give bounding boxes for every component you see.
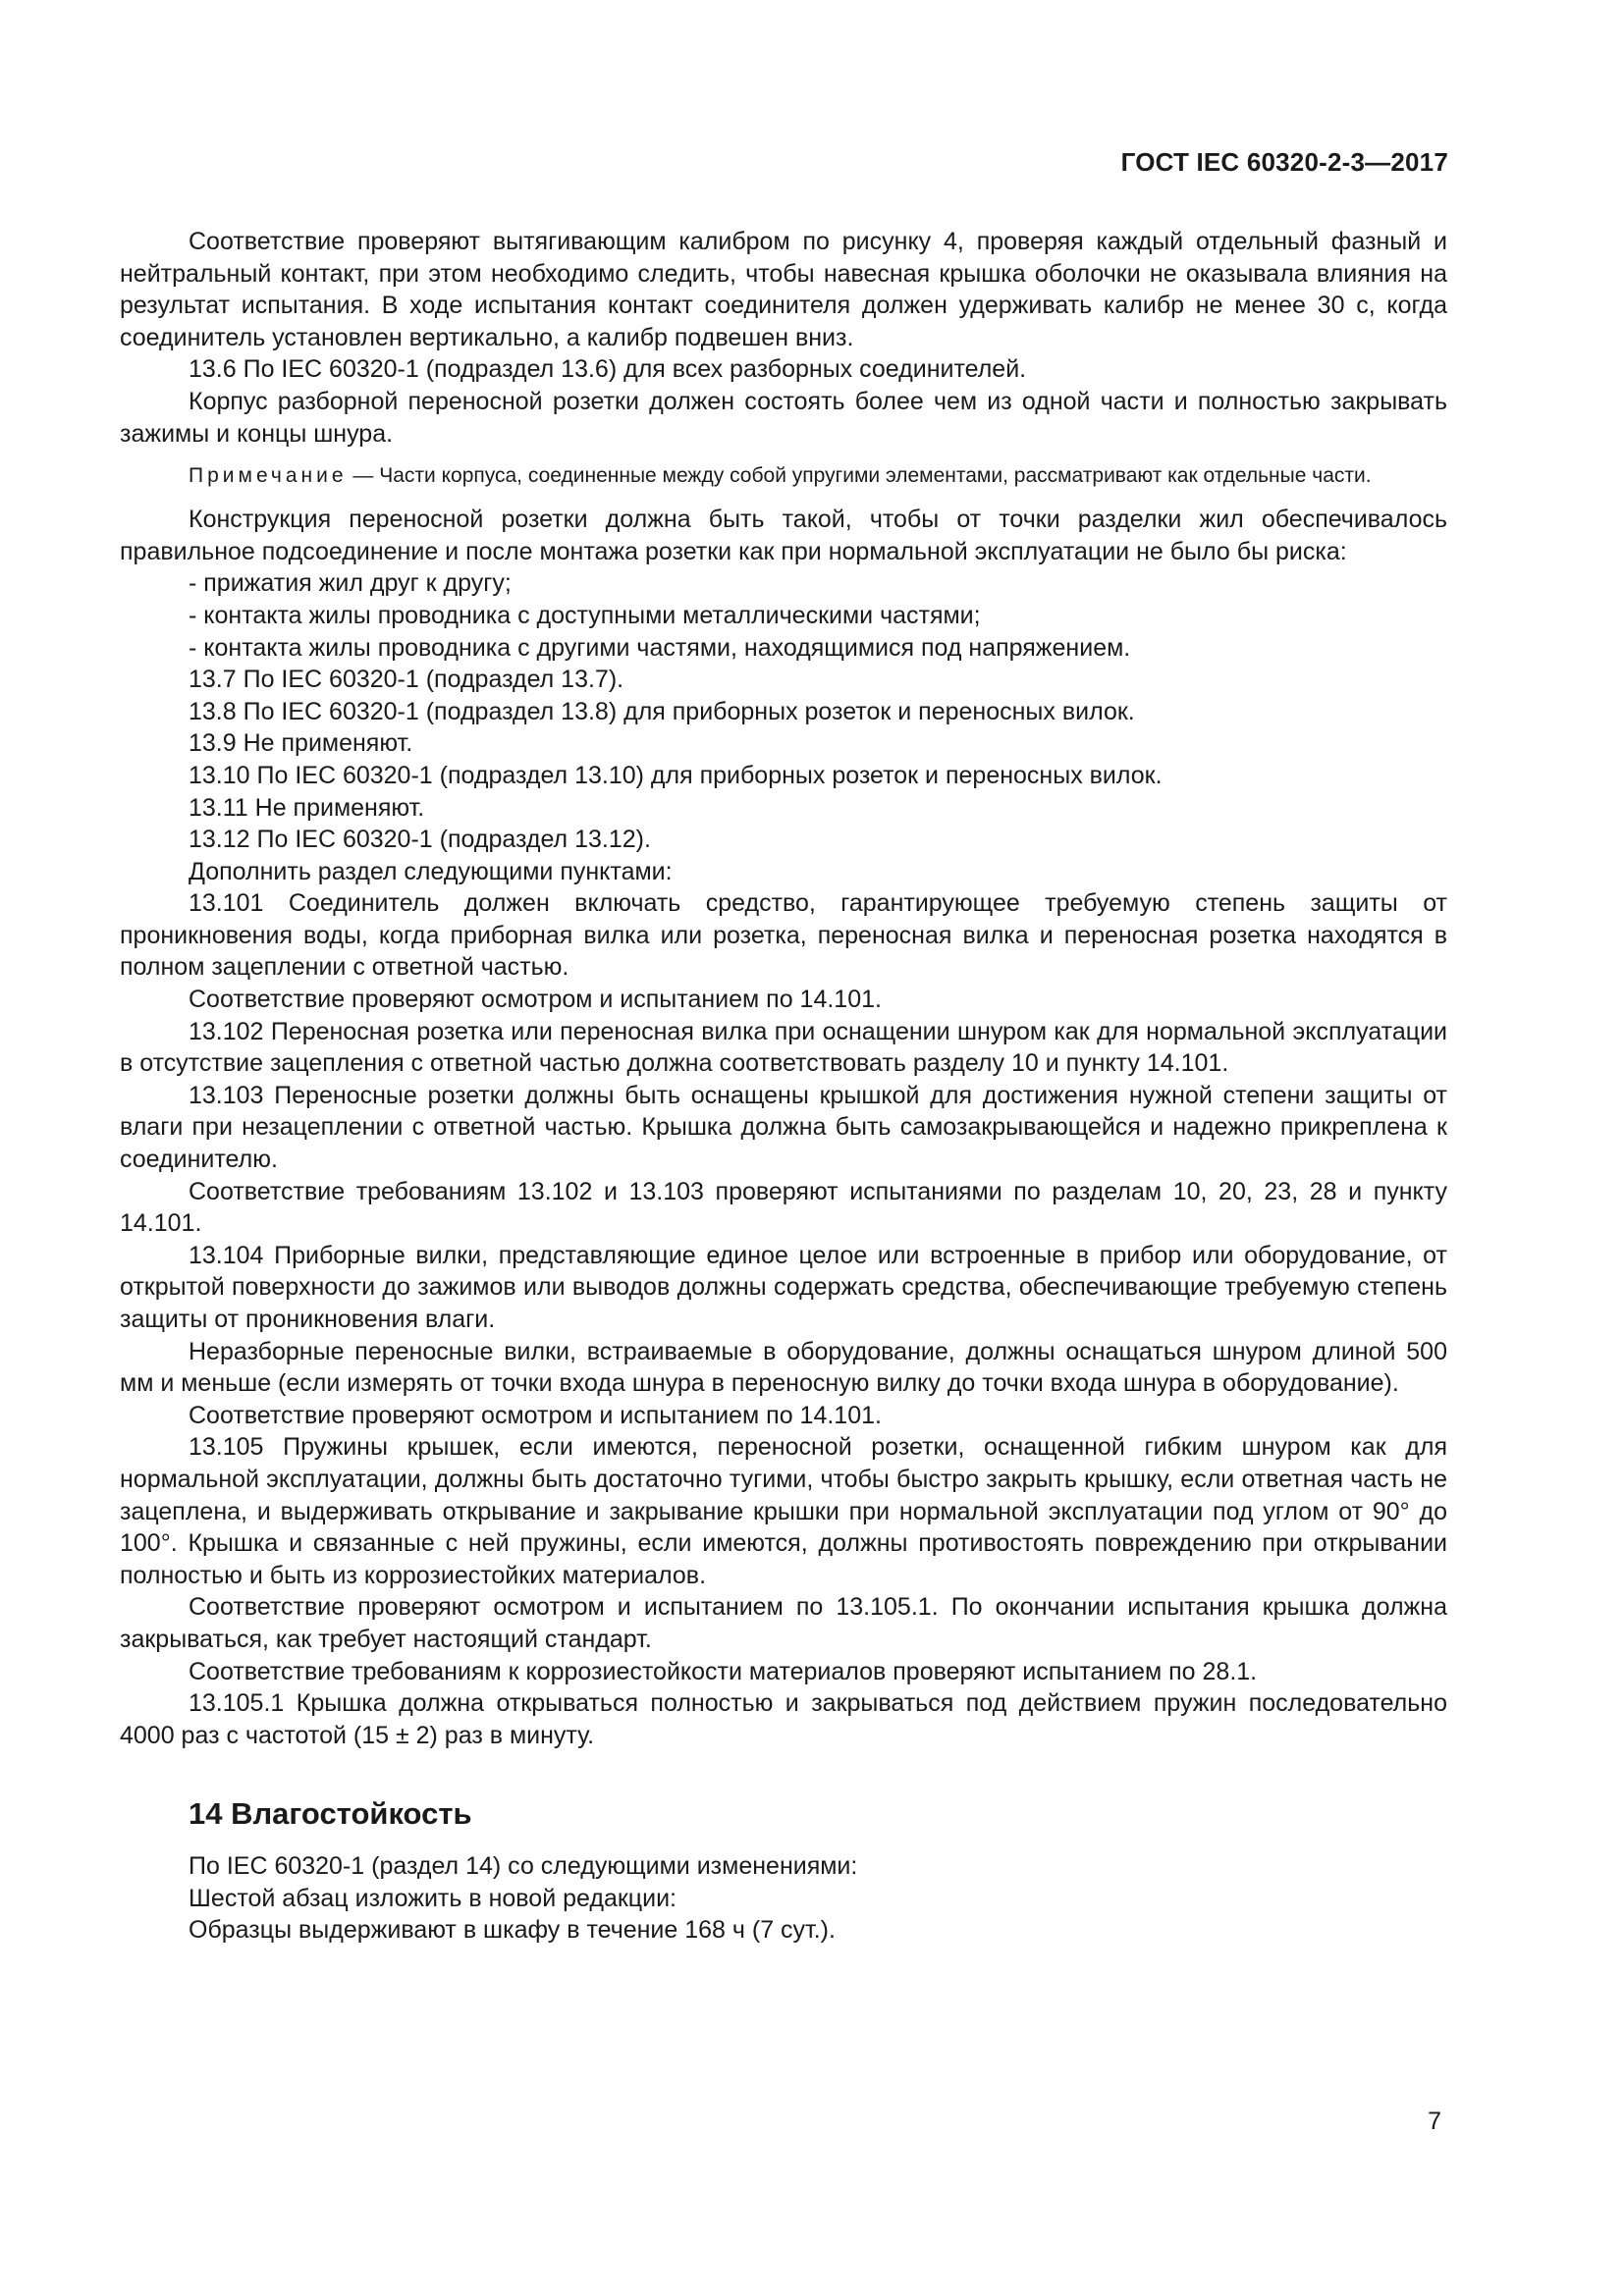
note [120, 461, 1447, 490]
note-text: — Части корпуса, соединенные между собой упругими элементами, рассматривают как отдельные части. [347, 464, 1372, 488]
paragraph: 13.101 Соединитель должен включать средство, гарантирующее требуемую степень защиты от проникновения воды, когда приборная вилка или розетка, переносная вилка и переносная розетка находятся в полном зацеплении с ответной частью. [120, 889, 1447, 982]
document-body [120, 226, 1447, 1947]
list-item: - контакта жилы проводника с доступными металлическими частями; [189, 601, 981, 629]
page-number: 7 [1428, 2108, 1441, 2135]
paragraph: Конструкция переносной розетки должна быть такой, чтобы от точки разделки жил обеспечивалось правильное подсоединение и после монтажа розетки как при нормальной эксплуатации не было бы риска: [120, 506, 1447, 565]
paragraph: 13.8 По IEC 60320-1 (подраздел 13.8) для приборных розеток и переносных вилок. [189, 697, 1135, 725]
paragraph: 13.9 Не применяют. [189, 729, 413, 758]
paragraph: 13.7 По IEC 60320-1 (подраздел 13.7). [189, 666, 624, 694]
paragraph: Соответствие проверяют осмотром и испытанием по 14.101. [189, 986, 882, 1014]
list-item: - прижатия жил друг к другу; [189, 569, 512, 598]
note-label: Примечание [189, 464, 348, 488]
paragraph: 13.10 По IEC 60320-1 (подраздел 13.10) для приборных розеток и переносных вилок. [189, 761, 1163, 789]
paragraph: Образцы выдерживают в шкафу в течение 168 ч (7 сут.). [189, 1916, 836, 1945]
paragraph: Неразборные переносные вилки, встраиваемые в оборудование, должны оснащаться шнуром длиной 500 мм и меньше (если измерять от точки входа шнура в переносную вилку до точки входа шнура в оборудование). [120, 1337, 1447, 1398]
paragraph: Соответствие требованиям 13.102 и 13.103 проверяют испытаниями по разделам 10, 20, 23, 28 и пункту 14.101. [120, 1177, 1447, 1238]
paragraph: Соответствие требованиям к коррозиестойкости материалов проверяют испытанием по 28.1. [189, 1657, 1258, 1685]
document-header: ГОСТ IEC 60320-2-3—2017 [1120, 147, 1448, 177]
paragraph: 13.6 По IEC 60320-1 (подраздел 13.6) для всех разборных соединителей. [189, 355, 1027, 384]
paragraph: Соответствие проверяют осмотром и испытанием по 14.101. [189, 1401, 882, 1429]
paragraph: 13.102 Переносная розетка или переносная вилка при оснащении шнуром как для нормальной эксплуатации в отсутствие зацепления с ответной частью должна соответствовать разделу 10 и пункту 14.101. [120, 1017, 1447, 1078]
paragraph: Шестой абзац изложить в новой редакции: [189, 1884, 677, 1912]
paragraph: Корпус разборной переносной розетки должен состоять более чем из одной части и полностью закрывать зажимы и концы шнура. [120, 387, 1447, 448]
section-heading: 14 Влагостойкость [189, 1796, 472, 1832]
paragraph: Соответствие проверяют осмотром и испытанием по 13.105.1. По окончании испытания крышка должна закрываться, как требует настоящий стандарт. [120, 1593, 1447, 1653]
paragraph: Дополнить раздел следующими пунктами: [189, 857, 673, 885]
paragraph: 13.103 Переносные розетки должны быть оснащены крышкой для достижения нужной степени защиты от влаги при незацеплении с ответной частью. Крышка должна быть самозакрывающейся и надежно прикреплена к соединителю. [120, 1081, 1447, 1174]
paragraph: 13.104 Приборные вилки, представляющие единое целое или встроенные в прибор или оборудование, от открытой поверхности до зажимов или выводов должны содержать средства, обеспечивающие требуемую степень защиты от проникновения влаги. [120, 1241, 1447, 1333]
paragraph: 13.11 Не применяют. [189, 793, 425, 822]
paragraph: Соответствие проверяют вытягивающим калибром по рисунку 4, проверяя каждый отдельный фазный и нейтральный контакт, при этом необходимо следить, чтобы навесная крышка оболочки не оказывала влияния на результат испытания. В ходе испытания контакт соединителя должен удерживать калибр не менее 30 с, когда соединитель установлен вертикально, а калибр подвешен вниз. [120, 228, 1447, 351]
paragraph: 13.105.1 Крышка должна открываться полностью и закрываться под действием пружин последовательно 4000 раз с частотой (15 ± 2) раз в минуту. [120, 1689, 1447, 1749]
paragraph: 13.12 По IEC 60320-1 (подраздел 13.12). [189, 826, 651, 854]
paragraph: По IEC 60320-1 (раздел 14) со следующими изменениями: [189, 1851, 858, 1880]
list-item: - контакта жилы проводника с другими частями, находящимися под напряжением. [189, 633, 1131, 662]
paragraph: 13.105 Пружины крышек, если имеются, переносной розетки, оснащенной гибким шнуром как для нормальной эксплуатации, должны быть достаточно тугими, чтобы быстро закрыть крышку, если ответная часть не зацеплена, и выдерживать открывание и закрывание крышки при нормальной эксплуатации под углом от 90° до 100°. Крышка и связанные с ней пружины, если имеются, должны противостоять повреждению при открывании полностью и быть из коррозиестойких материалов. [120, 1433, 1447, 1589]
